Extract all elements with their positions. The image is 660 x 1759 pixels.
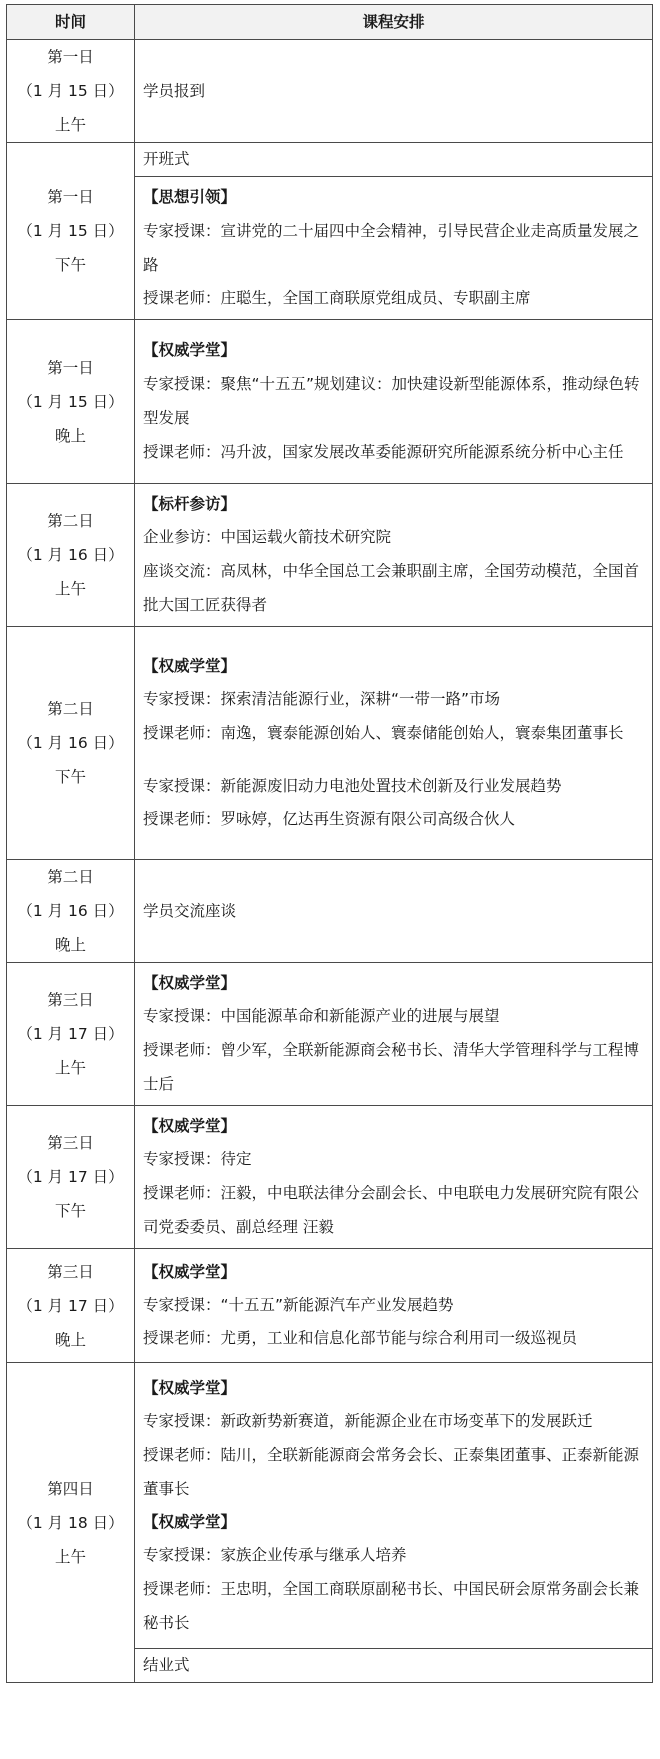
section-tag: 【权威学堂】	[143, 1117, 237, 1135]
course-cell	[135, 1106, 653, 1249]
ceremony-text: 开班式	[143, 150, 190, 168]
section-tag: 【权威学堂】	[143, 1378, 237, 1397]
table-row	[7, 860, 653, 963]
lecture-topic: 专家授课：中国能源革命和新能源产业的进展与展望	[143, 1007, 500, 1025]
time-cell	[7, 40, 135, 143]
period-label: 上午	[54, 116, 86, 134]
lecture-topic: 专家授课：待定	[143, 1150, 252, 1168]
time-cell	[7, 1106, 135, 1249]
course-cell	[135, 177, 653, 320]
day-label: 第一日	[47, 188, 94, 206]
exchange-text: 座谈交流：高凤林，中华全国总工会兼职副主席，全国劳动模范，全国首批大国工匠获得者	[143, 562, 640, 614]
lecture-topic: 专家授课：聚焦“十五五”规划建议：加快建设新型能源体系，推动绿色转型发展	[143, 375, 640, 427]
header-time: 时间	[7, 5, 135, 40]
course-cell	[135, 143, 653, 177]
lecturer: 授课老师：陆川，全联新能源商会常务会长、正泰集团董事、正泰新能源董事长	[143, 1445, 640, 1498]
period-label: 晚上	[54, 936, 86, 954]
section-tag: 【权威学堂】	[143, 657, 237, 675]
course-text: 学员交流座谈	[143, 901, 237, 920]
period-label: 上午	[54, 1547, 86, 1566]
date-label: （1 月 15 日）	[17, 222, 124, 240]
section-tag: 【权威学堂】	[143, 341, 237, 359]
day-label: 第三日	[47, 1134, 94, 1152]
time-cell	[7, 963, 135, 1106]
course-text: 学员报到	[143, 81, 206, 100]
table-row	[7, 1106, 653, 1249]
day-label: 第一日	[47, 48, 94, 66]
day-label: 第二日	[47, 700, 94, 718]
date-label: （1 月 17 日）	[17, 1168, 124, 1186]
date-label: （1 月 17 日）	[17, 1025, 124, 1043]
lecture-topic: 专家授课：“十五五”新能源汽车产业发展趋势	[143, 1296, 454, 1314]
table-row	[7, 1363, 653, 1649]
date-label: （1 月 15 日）	[17, 82, 124, 100]
section-tag: 【权威学堂】	[143, 1512, 237, 1531]
day-label: 第二日	[47, 868, 94, 886]
lecturer: 授课老师：罗咏婷，亿达再生资源有限公司高级合伙人	[143, 810, 516, 828]
period-label: 下午	[54, 768, 86, 786]
time-cell	[7, 143, 135, 320]
course-cell	[135, 1649, 653, 1683]
course-cell	[135, 963, 653, 1106]
date-label: （1 月 17 日）	[17, 1296, 124, 1315]
time-cell	[7, 1249, 135, 1363]
lecturer: 授课老师：尤勇，工业和信息化部节能与综合利用司一级巡视员	[143, 1329, 578, 1347]
course-cell	[135, 1363, 653, 1649]
header-row	[7, 5, 653, 40]
date-label: （1 月 16 日）	[17, 734, 124, 752]
date-label: （1 月 15 日）	[17, 392, 124, 411]
section-tag: 【标杆参访】	[143, 495, 237, 513]
time-cell	[7, 484, 135, 627]
time-cell	[7, 627, 135, 860]
period-label: 晚上	[54, 1330, 86, 1349]
header-course: 课程安排	[135, 5, 653, 40]
day-label: 第三日	[47, 1262, 94, 1281]
lecture-topic: 专家授课：宣讲党的二十届四中全会精神，引导民营企业走高质量发展之路	[143, 222, 640, 274]
visit-text: 企业参访：中国运载火箭技术研究院	[143, 528, 392, 546]
period-label: 上午	[54, 580, 86, 598]
table-row	[7, 484, 653, 627]
table-row	[7, 143, 653, 177]
lecturer: 授课老师：王忠明，全国工商联原副秘书长、中国民研会原常务副会长兼秘书长	[143, 1579, 640, 1632]
day-label: 第三日	[47, 991, 94, 1009]
lecturer: 授课老师：庄聪生，全国工商联原党组成员、专职副主席	[143, 289, 531, 307]
course-cell	[135, 40, 653, 143]
table-row	[7, 40, 653, 143]
lecture-topic: 专家授课：探索清洁能源行业，深耕“一带一路”市场	[143, 690, 501, 708]
section-tag: 【思想引领】	[143, 188, 237, 206]
time-cell	[7, 320, 135, 484]
closing-text: 结业式	[143, 1656, 190, 1674]
period-label: 下午	[54, 1202, 86, 1220]
period-label: 下午	[54, 256, 86, 274]
time-cell	[7, 1363, 135, 1683]
lecturer: 授课老师：曾少军，全联新能源商会秘书长、清华大学管理科学与工程博士后	[143, 1041, 640, 1093]
date-label: （1 月 18 日）	[17, 1513, 124, 1532]
schedule-table	[6, 4, 653, 1683]
lecturer: 授课老师：南逸，寰泰能源创始人、寰泰储能创始人，寰泰集团董事长	[143, 724, 624, 742]
course-cell	[135, 1249, 653, 1363]
period-label: 上午	[54, 1059, 86, 1077]
table-row	[7, 627, 653, 860]
date-label: （1 月 16 日）	[17, 546, 124, 564]
course-cell	[135, 484, 653, 627]
table-row	[7, 1249, 653, 1363]
day-label: 第四日	[47, 1479, 94, 1498]
day-label: 第一日	[47, 358, 94, 377]
table-row	[7, 320, 653, 484]
period-label: 晚上	[54, 426, 86, 445]
course-cell	[135, 627, 653, 860]
section-tag: 【权威学堂】	[143, 1263, 237, 1281]
time-cell	[7, 860, 135, 963]
lecturer: 授课老师：汪毅，中电联法律分会副会长、中电联电力发展研究院有限公司党委委员、副总经理 汪毅	[143, 1184, 640, 1236]
date-label: （1 月 16 日）	[17, 902, 124, 920]
lecture-topic: 专家授课：新能源废旧动力电池处置技术创新及行业发展趋势	[143, 777, 562, 795]
course-cell	[135, 860, 653, 963]
course-cell	[135, 320, 653, 484]
table-row	[7, 963, 653, 1106]
lecture-topic: 专家授课：家族企业传承与继承人培养	[143, 1545, 407, 1564]
lecturer: 授课老师：冯升波，国家发展改革委能源研究所能源系统分析中心主任	[143, 443, 624, 461]
lecture-topic: 专家授课：新政新势新赛道，新能源企业在市场变革下的发展跃迁	[143, 1411, 593, 1430]
day-label: 第二日	[47, 512, 94, 530]
section-tag: 【权威学堂】	[143, 974, 237, 992]
